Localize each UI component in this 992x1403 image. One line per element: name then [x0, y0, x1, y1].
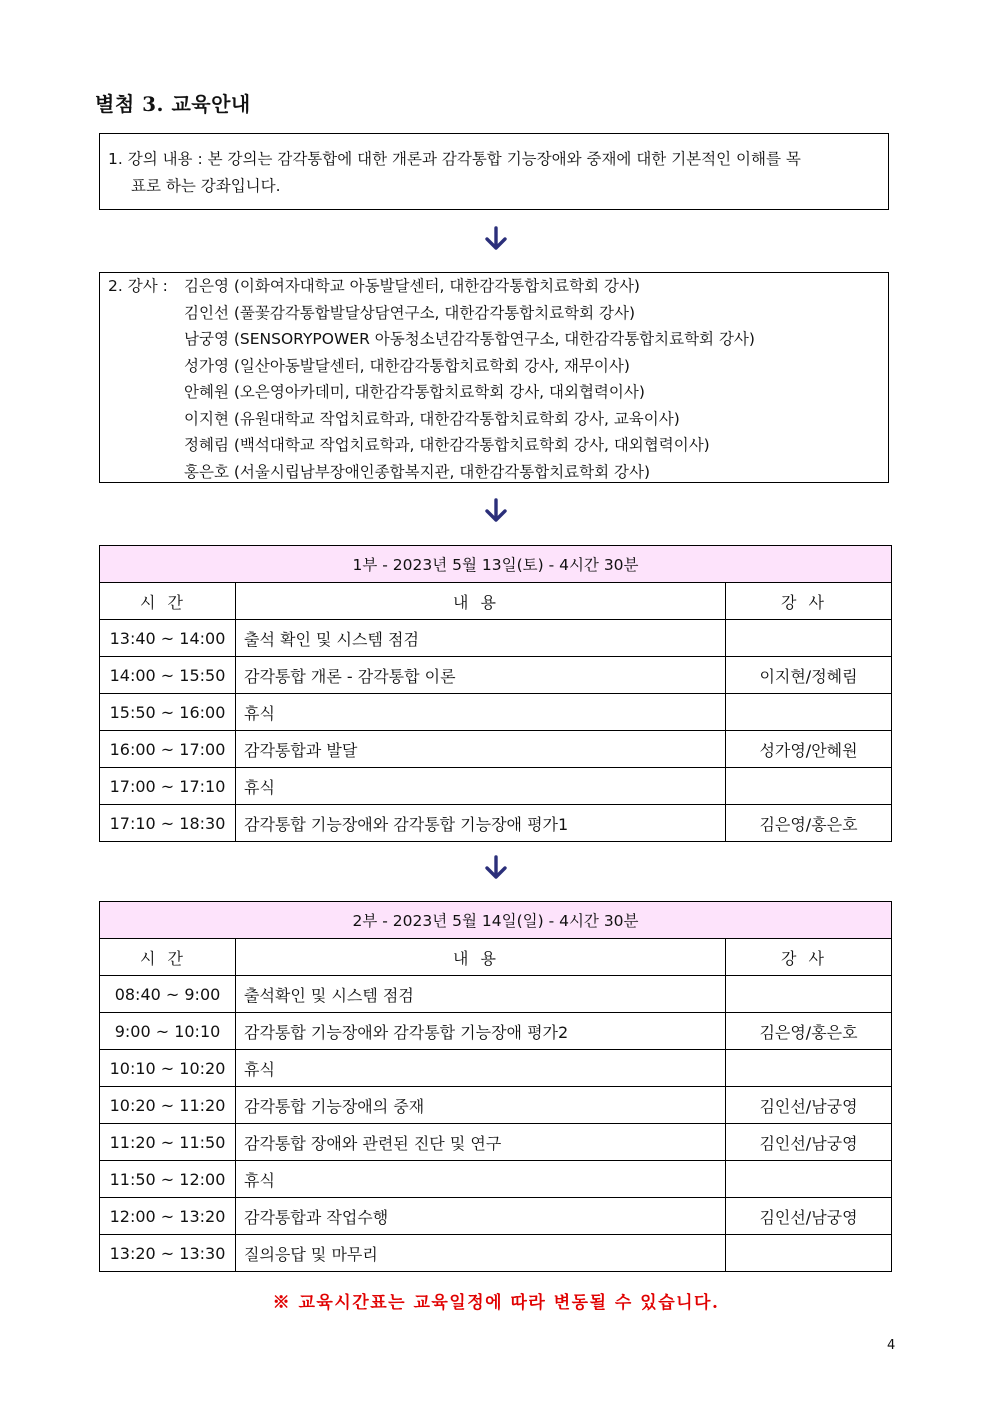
lecturer-row — [108, 273, 880, 300]
content-cell: 감각통합과 작업수행 — [236, 1198, 726, 1235]
lecturer-prefix: 2. 강사 : — [108, 277, 168, 295]
lecturer-item: 이지현 (유원대학교 작업치료학과, 대한감각통합치료학회 강사, 교육이사) — [184, 409, 680, 428]
lecturer-row — [108, 326, 880, 353]
part2-header: 2부 - 2023년 5월 14일(일) - 4시간 30분 — [100, 902, 892, 939]
content-cell: 휴식 — [236, 1161, 726, 1198]
arrow-down-icon — [483, 855, 509, 881]
lecturer-cell: 김은영/홍은호 — [726, 805, 892, 842]
lecturer-cell: 김인선/남궁영 — [726, 1198, 892, 1235]
content-cell: 휴식 — [236, 694, 726, 731]
lecturer-item: 김인선 (풀꽃감각통합발달상담연구소, 대한감각통합치료학회 강사) — [184, 303, 636, 322]
schedule-table-part1 — [99, 545, 892, 842]
table-row — [100, 1087, 892, 1124]
time-cell: 13:40 ~ 14:00 — [100, 620, 236, 657]
content-cell: 감각통합 기능장애와 감각통합 기능장애 평가2 — [236, 1013, 726, 1050]
time-cell: 16:00 ~ 17:00 — [100, 731, 236, 768]
lecturer-item: 홍은호 (서울시립남부장애인종합복지관, 대한감각통합치료학회 강사) — [184, 462, 651, 481]
lecturer-row — [108, 353, 880, 380]
lecturer-item: 성가영 (일산아동발달센터, 대한감각통합치료학회 강사, 재무이사) — [184, 356, 630, 375]
lecturer-cell: 김인선/남궁영 — [726, 1087, 892, 1124]
lecturer-row — [108, 432, 880, 459]
time-cell: 17:10 ~ 18:30 — [100, 805, 236, 842]
intro-line-1 — [108, 146, 880, 173]
time-cell: 13:20 ~ 13:30 — [100, 1235, 236, 1272]
table-row — [100, 1161, 892, 1198]
intro-box — [99, 133, 889, 210]
lecturer-item: 남궁영 (SENSORYPOWER 아동청소년감각통합연구소, 대한감각통합치료학회 강사) — [184, 330, 755, 348]
page-number: 4 — [887, 1338, 896, 1353]
content-cell: 휴식 — [236, 768, 726, 805]
arrow-down-icon — [483, 498, 509, 524]
lecturer-cell — [726, 1161, 892, 1198]
content-cell: 출석 확인 및 시스템 점검 — [236, 620, 726, 657]
time-cell: 9:00 ~ 10:10 — [100, 1013, 236, 1050]
lecturer-cell — [726, 1050, 892, 1087]
arrow-down-icon — [483, 226, 509, 252]
table-row — [100, 620, 892, 657]
column-header-lecturer: 강사 — [726, 939, 892, 976]
lecturer-row — [108, 300, 880, 327]
lecturer-cell — [726, 620, 892, 657]
content-cell: 휴식 — [236, 1050, 726, 1087]
lecturer-cell: 김인선/남궁영 — [726, 1124, 892, 1161]
lecturer-item: 정혜림 (백석대학교 작업치료학과, 대한감각통합치료학회 강사, 대외협력이사) — [184, 436, 710, 454]
lecturer-cell: 이지현/정혜림 — [726, 657, 892, 694]
time-cell: 11:20 ~ 11:50 — [100, 1124, 236, 1161]
lecturer-row — [108, 459, 880, 486]
table-row — [100, 768, 892, 805]
lecturer-cell — [726, 1235, 892, 1272]
lecturer-cell — [726, 768, 892, 805]
time-cell: 12:00 ~ 13:20 — [100, 1198, 236, 1235]
content-cell: 출석확인 및 시스템 점검 — [236, 976, 726, 1013]
content-cell: 감각통합 기능장애와 감각통합 기능장애 평가1 — [236, 805, 726, 842]
column-header-time: 시간 — [100, 583, 236, 620]
schedule-table-part2 — [99, 901, 892, 1272]
column-header-lecturer: 강사 — [726, 583, 892, 620]
time-cell: 11:50 ~ 12:00 — [100, 1161, 236, 1198]
time-cell: 08:40 ~ 9:00 — [100, 976, 236, 1013]
schedule-notice: ※ 교육시간표는 교육일정에 따라 변동될 수 있습니다. — [272, 1293, 720, 1313]
table-row — [100, 657, 892, 694]
content-cell: 감각통합 개론 - 감각통합 이론 — [236, 657, 726, 694]
table-row — [100, 805, 892, 842]
column-header-content: 내용 — [236, 583, 726, 620]
time-cell: 10:20 ~ 11:20 — [100, 1087, 236, 1124]
time-cell: 17:00 ~ 17:10 — [100, 768, 236, 805]
page-title: 별첨 3. 교육안내 — [95, 92, 251, 116]
lecturer-item: 김은영 (이화여자대학교 아동발달센터, 대한감각통합치료학회 강사) — [184, 277, 640, 295]
time-cell: 14:00 ~ 15:50 — [100, 657, 236, 694]
lecturer-cell: 성가영/안혜원 — [726, 731, 892, 768]
table-row — [100, 1235, 892, 1272]
content-cell: 감각통합 기능장애의 중재 — [236, 1087, 726, 1124]
lecturer-box — [99, 272, 889, 483]
part1-header: 1부 - 2023년 5월 13일(토) - 4시간 30분 — [100, 546, 892, 583]
table-row — [100, 1013, 892, 1050]
content-cell: 감각통합 장애와 관련된 진단 및 연구 — [236, 1124, 726, 1161]
lecturer-row — [108, 406, 880, 433]
lecturer-cell — [726, 976, 892, 1013]
table-row — [100, 1198, 892, 1235]
content-cell: 질의응답 및 마무리 — [236, 1235, 726, 1272]
lecturer-item: 안혜원 (오은영아카데미, 대한감각통합치료학회 강사, 대외협력이사) — [184, 383, 645, 401]
table-row — [100, 694, 892, 731]
lecturer-row — [108, 379, 880, 406]
lecturer-cell: 김은영/홍은호 — [726, 1013, 892, 1050]
time-cell: 10:10 ~ 10:20 — [100, 1050, 236, 1087]
content-cell: 감각통합과 발달 — [236, 731, 726, 768]
column-header-time: 시간 — [100, 939, 236, 976]
lecturer-cell — [726, 694, 892, 731]
time-cell: 15:50 ~ 16:00 — [100, 694, 236, 731]
table-row — [100, 1124, 892, 1161]
intro-line-1-text: 1. 강의 내용 : 본 강의는 감각통합에 대한 개론과 감각통합 기능장애와 중재에 대한 기본적인 이해를 목 — [108, 150, 801, 168]
table-row — [100, 976, 892, 1013]
table-row — [100, 731, 892, 768]
table-row — [100, 1050, 892, 1087]
intro-line-2: 표로 하는 강좌입니다. — [131, 176, 281, 195]
column-header-content: 내용 — [236, 939, 726, 976]
